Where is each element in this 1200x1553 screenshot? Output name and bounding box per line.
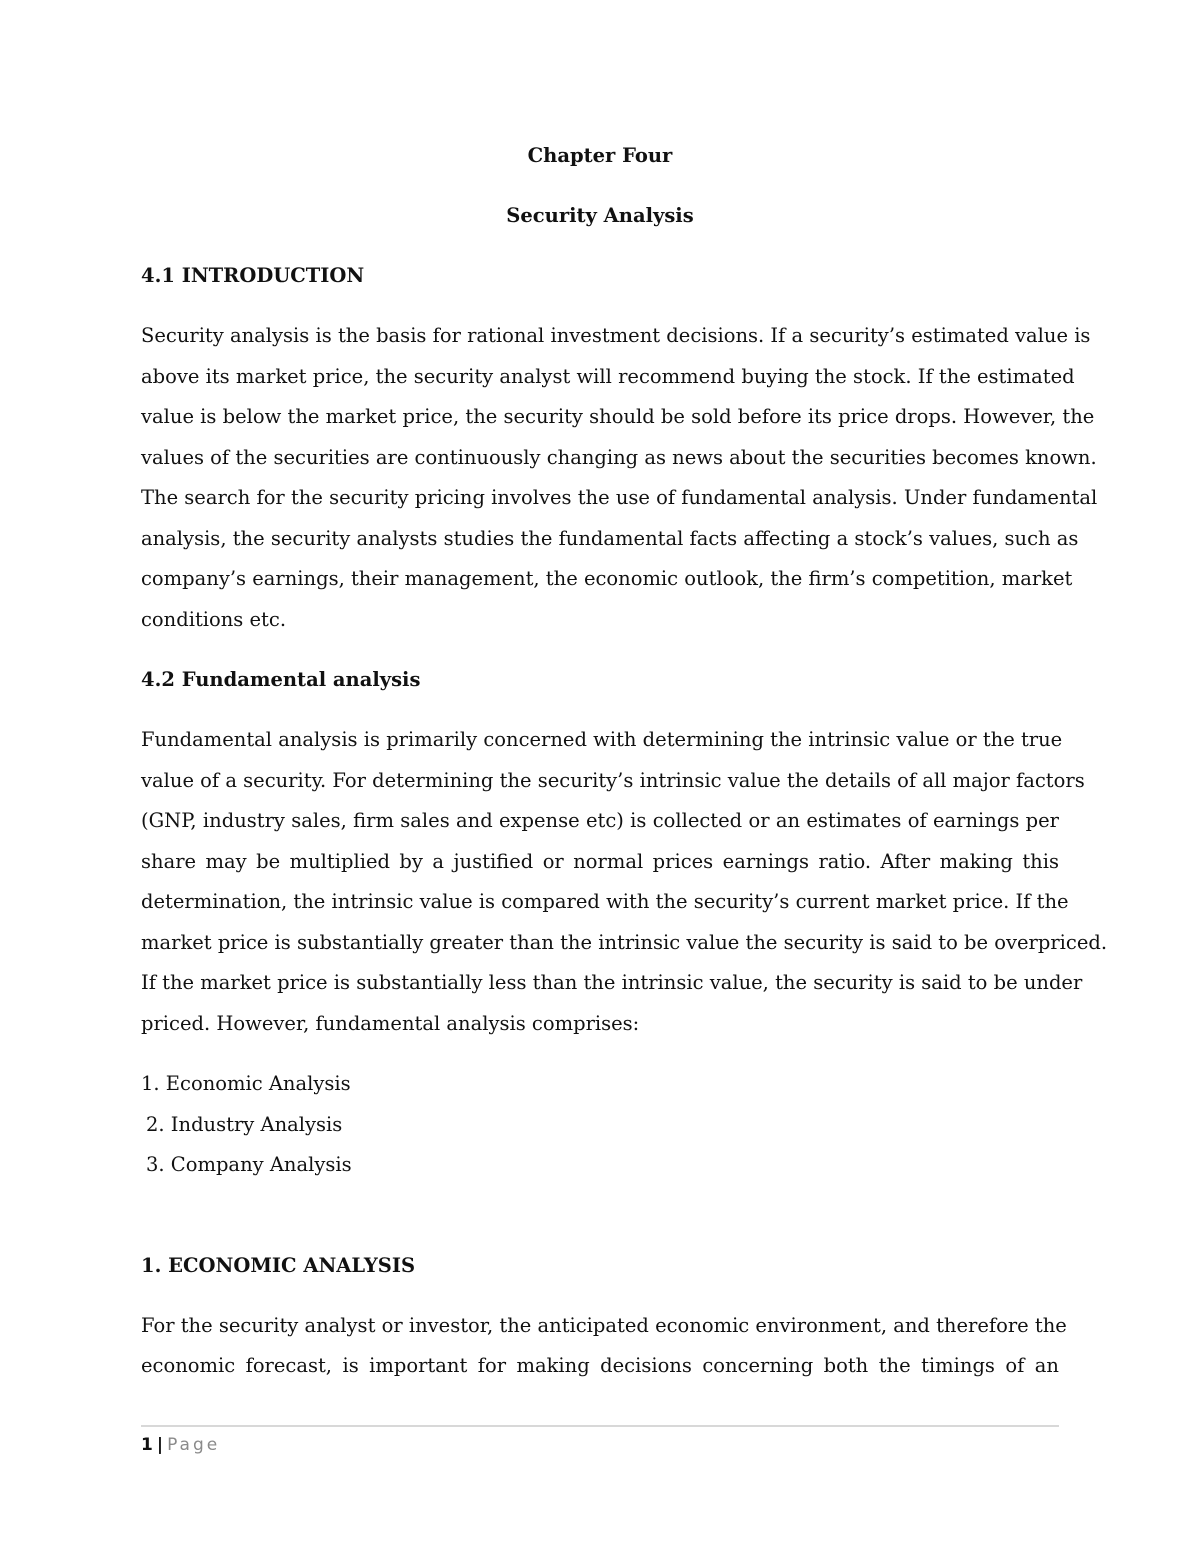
document-body xyxy=(141,136,1108,1387)
paragraph-line: market price is substantially greater than the intrinsic value the security is said to be overpriced. xyxy=(141,930,1108,954)
paragraph-line: For the security analyst or investor, the anticipated economic environment, and therefore the xyxy=(141,1313,1067,1337)
paragraph-line: analysis, the security analysts studies the fundamental facts affecting a stock’s values, such as xyxy=(141,526,1079,550)
paragraph-line: share may be multiplied by a justified or normal prices earnings ratio. After making this xyxy=(141,849,1059,873)
paragraph-line: Security analysis is the basis for rational investment decisions. If a security’s estimated value is xyxy=(141,324,1091,347)
page-number: 1 xyxy=(141,1435,153,1455)
paragraph-line: economic forecast, is important for making decisions concerning both the timings of an xyxy=(141,1354,1059,1377)
paragraph-line: value is below the market price, the security should be sold before its price drops. However, the xyxy=(141,405,1095,428)
chapter-title: Chapter Four xyxy=(527,144,673,167)
list-item: 1. Economic Analysis xyxy=(141,1072,351,1095)
paragraph-line: The search for the security pricing involves the use of fundamental analysis. Under fundamental xyxy=(141,486,1098,509)
fundamental-analysis-paragraph xyxy=(141,720,1108,1044)
chapter-subtitle: Security Analysis xyxy=(506,204,694,227)
paragraph-line: priced. However, fundamental analysis comprises: xyxy=(141,1011,640,1035)
footer-separator: | xyxy=(156,1435,164,1455)
introduction-paragraph xyxy=(141,316,1098,640)
paragraph-line: (GNP, industry sales, firm sales and expense etc) is collected or an estimates of earnings per xyxy=(141,809,1059,832)
footer-divider xyxy=(141,1425,1059,1427)
paragraph-line: determination, the intrinsic value is compared with the security’s current market price. If the xyxy=(141,890,1069,913)
paragraph-line: conditions etc. xyxy=(141,607,287,631)
paragraph-line: above its market price, the security analyst will recommend buying the stock. If the estimated xyxy=(141,364,1075,388)
page-label: Page xyxy=(167,1435,221,1455)
paragraph-line: Fundamental analysis is primarily concerned with determining the intrinsic value or the true xyxy=(141,728,1063,751)
economic-analysis-paragraph xyxy=(141,1306,1067,1387)
section-heading-fundamental-analysis: 4.2 Fundamental analysis xyxy=(141,668,421,691)
paragraph-line: values of the securities are continuously changing as news about the securities becomes known. xyxy=(141,445,1097,469)
page-footer xyxy=(141,1433,220,1457)
paragraph-line: value of a security. For determining the security’s intrinsic value the details of all major factors xyxy=(141,768,1085,792)
paragraph-line: company’s earnings, their management, the economic outlook, the firm’s competition, market xyxy=(141,567,1073,590)
list-item: 3. Company Analysis xyxy=(146,1153,352,1176)
section-heading-introduction: 4.1 INTRODUCTION xyxy=(141,264,365,287)
paragraph-line: If the market price is substantially less than the intrinsic value, the security is said to be under xyxy=(141,971,1083,994)
section-heading-economic-analysis: 1. ECONOMIC ANALYSIS xyxy=(141,1253,416,1277)
list-item: 2. Industry Analysis xyxy=(146,1112,343,1136)
